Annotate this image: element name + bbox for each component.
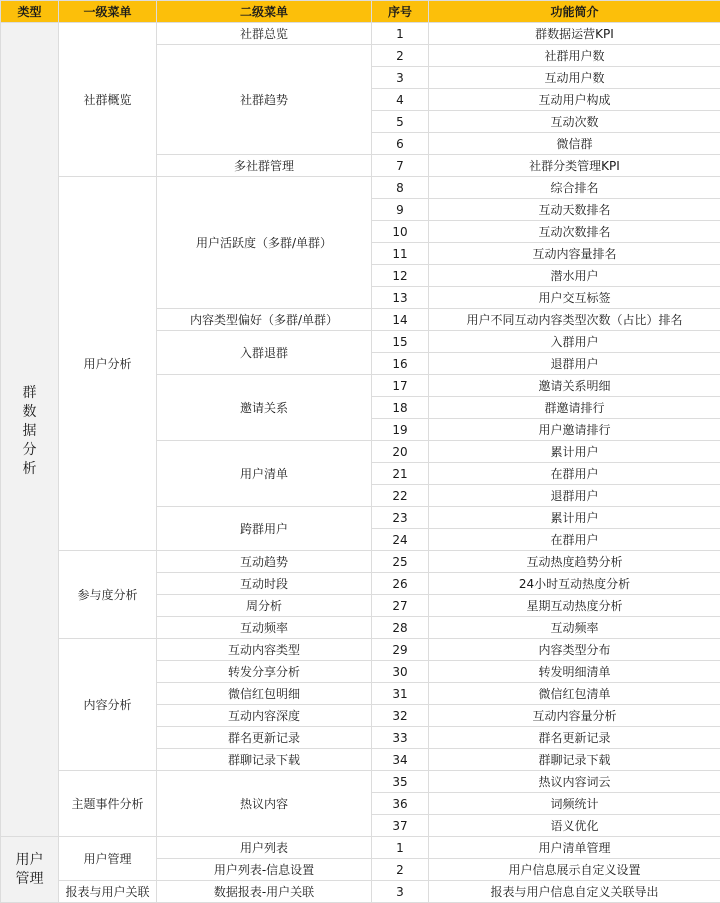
func-cell: 群数据运营KPI	[429, 23, 720, 45]
func-cell: 综合排名	[429, 177, 720, 199]
func-cell: 社群用户数	[429, 45, 720, 67]
menu2-cell: 社群总览	[157, 23, 372, 45]
menu2-cell: 周分析	[157, 595, 372, 617]
func-cell: 群聊记录下载	[429, 749, 720, 771]
seq-cell: 9	[372, 199, 429, 221]
func-cell: 用户清单管理	[429, 837, 720, 859]
menu2-cell: 热议内容	[157, 771, 372, 837]
func-cell: 累计用户	[429, 441, 720, 463]
menu1-cell: 用户管理	[59, 837, 157, 881]
header-menu1: 一级菜单	[59, 1, 157, 23]
func-cell: 互动次数排名	[429, 221, 720, 243]
seq-cell: 14	[372, 309, 429, 331]
func-cell: 互动热度趋势分析	[429, 551, 720, 573]
seq-cell: 10	[372, 221, 429, 243]
seq-cell: 18	[372, 397, 429, 419]
seq-cell: 23	[372, 507, 429, 529]
func-cell: 群名更新记录	[429, 727, 720, 749]
func-cell: 互动内容量分析	[429, 705, 720, 727]
menu2-cell: 群聊记录下载	[157, 749, 372, 771]
func-cell: 用户交互标签	[429, 287, 720, 309]
seq-cell: 5	[372, 111, 429, 133]
seq-cell: 7	[372, 155, 429, 177]
func-cell: 社群分类管理KPI	[429, 155, 720, 177]
menu2-cell: 入群退群	[157, 331, 372, 375]
table-row	[1, 177, 720, 199]
seq-cell: 8	[372, 177, 429, 199]
seq-cell: 11	[372, 243, 429, 265]
func-cell: 潜水用户	[429, 265, 720, 287]
seq-cell: 21	[372, 463, 429, 485]
header-menu2: 二级菜单	[157, 1, 372, 23]
seq-cell: 33	[372, 727, 429, 749]
seq-cell: 12	[372, 265, 429, 287]
func-cell: 报表与用户信息自定义关联导出	[429, 881, 720, 903]
func-cell: 内容类型分布	[429, 639, 720, 661]
func-cell: 用户邀请排行	[429, 419, 720, 441]
seq-cell: 26	[372, 573, 429, 595]
menu2-cell: 互动内容类型	[157, 639, 372, 661]
func-cell: 入群用户	[429, 331, 720, 353]
menu2-cell: 互动内容深度	[157, 705, 372, 727]
header-func: 功能简介	[429, 1, 720, 23]
menu2-cell: 互动时段	[157, 573, 372, 595]
func-cell: 邀请关系明细	[429, 375, 720, 397]
seq-cell: 2	[372, 859, 429, 881]
table-row	[1, 23, 720, 45]
menu2-cell: 群名更新记录	[157, 727, 372, 749]
func-cell: 互动用户数	[429, 67, 720, 89]
menu2-cell: 用户列表	[157, 837, 372, 859]
type-label: 用户管理	[14, 851, 46, 889]
header-seq: 序号	[372, 1, 429, 23]
menu2-cell: 转发分享分析	[157, 661, 372, 683]
func-cell: 互动频率	[429, 617, 720, 639]
seq-cell: 24	[372, 529, 429, 551]
table-row	[1, 881, 720, 903]
menu2-cell: 邀请关系	[157, 375, 372, 441]
func-cell: 微信群	[429, 133, 720, 155]
seq-cell: 17	[372, 375, 429, 397]
seq-cell: 36	[372, 793, 429, 815]
func-cell: 语义优化	[429, 815, 720, 837]
seq-cell: 1	[372, 837, 429, 859]
seq-cell: 2	[372, 45, 429, 67]
menu2-cell: 社群趋势	[157, 45, 372, 155]
seq-cell: 19	[372, 419, 429, 441]
menu1-cell: 报表与用户关联	[59, 881, 157, 903]
type-label: 群数据分析	[22, 384, 38, 479]
table-row	[1, 639, 720, 661]
func-cell: 微信红包清单	[429, 683, 720, 705]
seq-cell: 6	[372, 133, 429, 155]
menu2-cell: 数据报表-用户关联	[157, 881, 372, 903]
func-cell: 用户信息展示自定义设置	[429, 859, 720, 881]
seq-cell: 35	[372, 771, 429, 793]
func-cell: 群邀请排行	[429, 397, 720, 419]
func-cell: 退群用户	[429, 485, 720, 507]
seq-cell: 13	[372, 287, 429, 309]
func-cell: 用户不同互动内容类型次数（占比）排名	[429, 309, 720, 331]
seq-cell: 3	[372, 67, 429, 89]
seq-cell: 29	[372, 639, 429, 661]
menu2-cell: 多社群管理	[157, 155, 372, 177]
menu1-cell: 参与度分析	[59, 551, 157, 639]
func-cell: 转发明细清单	[429, 661, 720, 683]
table-row	[1, 837, 720, 859]
func-cell: 词频统计	[429, 793, 720, 815]
seq-cell: 22	[372, 485, 429, 507]
func-cell: 互动内容量排名	[429, 243, 720, 265]
table-header-row	[1, 1, 720, 23]
menu1-cell: 社群概览	[59, 23, 157, 177]
seq-cell: 28	[372, 617, 429, 639]
func-cell: 累计用户	[429, 507, 720, 529]
seq-cell: 30	[372, 661, 429, 683]
seq-cell: 16	[372, 353, 429, 375]
header-type: 类型	[1, 1, 59, 23]
seq-cell: 25	[372, 551, 429, 573]
menu2-cell: 互动频率	[157, 617, 372, 639]
menu2-cell: 内容类型偏好（多群/单群）	[157, 309, 372, 331]
menu2-cell: 用户列表-信息设置	[157, 859, 372, 881]
type-cell	[1, 837, 59, 903]
menu1-cell: 主题事件分析	[59, 771, 157, 837]
seq-cell: 15	[372, 331, 429, 353]
menu2-cell: 跨群用户	[157, 507, 372, 551]
func-cell: 星期互动热度分析	[429, 595, 720, 617]
func-cell: 互动次数	[429, 111, 720, 133]
seq-cell: 32	[372, 705, 429, 727]
func-cell: 在群用户	[429, 529, 720, 551]
menu1-cell: 内容分析	[59, 639, 157, 771]
func-cell: 在群用户	[429, 463, 720, 485]
seq-cell: 31	[372, 683, 429, 705]
table-row	[1, 551, 720, 573]
func-cell: 互动天数排名	[429, 199, 720, 221]
seq-cell: 4	[372, 89, 429, 111]
menu2-cell: 用户活跃度（多群/单群）	[157, 177, 372, 309]
menu1-cell: 用户分析	[59, 177, 157, 551]
seq-cell: 34	[372, 749, 429, 771]
type-cell	[1, 23, 59, 837]
seq-cell: 20	[372, 441, 429, 463]
seq-cell: 3	[372, 881, 429, 903]
func-cell: 退群用户	[429, 353, 720, 375]
menu2-cell: 用户清单	[157, 441, 372, 507]
seq-cell: 1	[372, 23, 429, 45]
table-row	[1, 771, 720, 793]
func-cell: 热议内容词云	[429, 771, 720, 793]
menu2-cell: 微信红包明细	[157, 683, 372, 705]
seq-cell: 37	[372, 815, 429, 837]
menu2-cell: 互动趋势	[157, 551, 372, 573]
seq-cell: 27	[372, 595, 429, 617]
func-cell: 互动用户构成	[429, 89, 720, 111]
func-cell: 24小时互动热度分析	[429, 573, 720, 595]
